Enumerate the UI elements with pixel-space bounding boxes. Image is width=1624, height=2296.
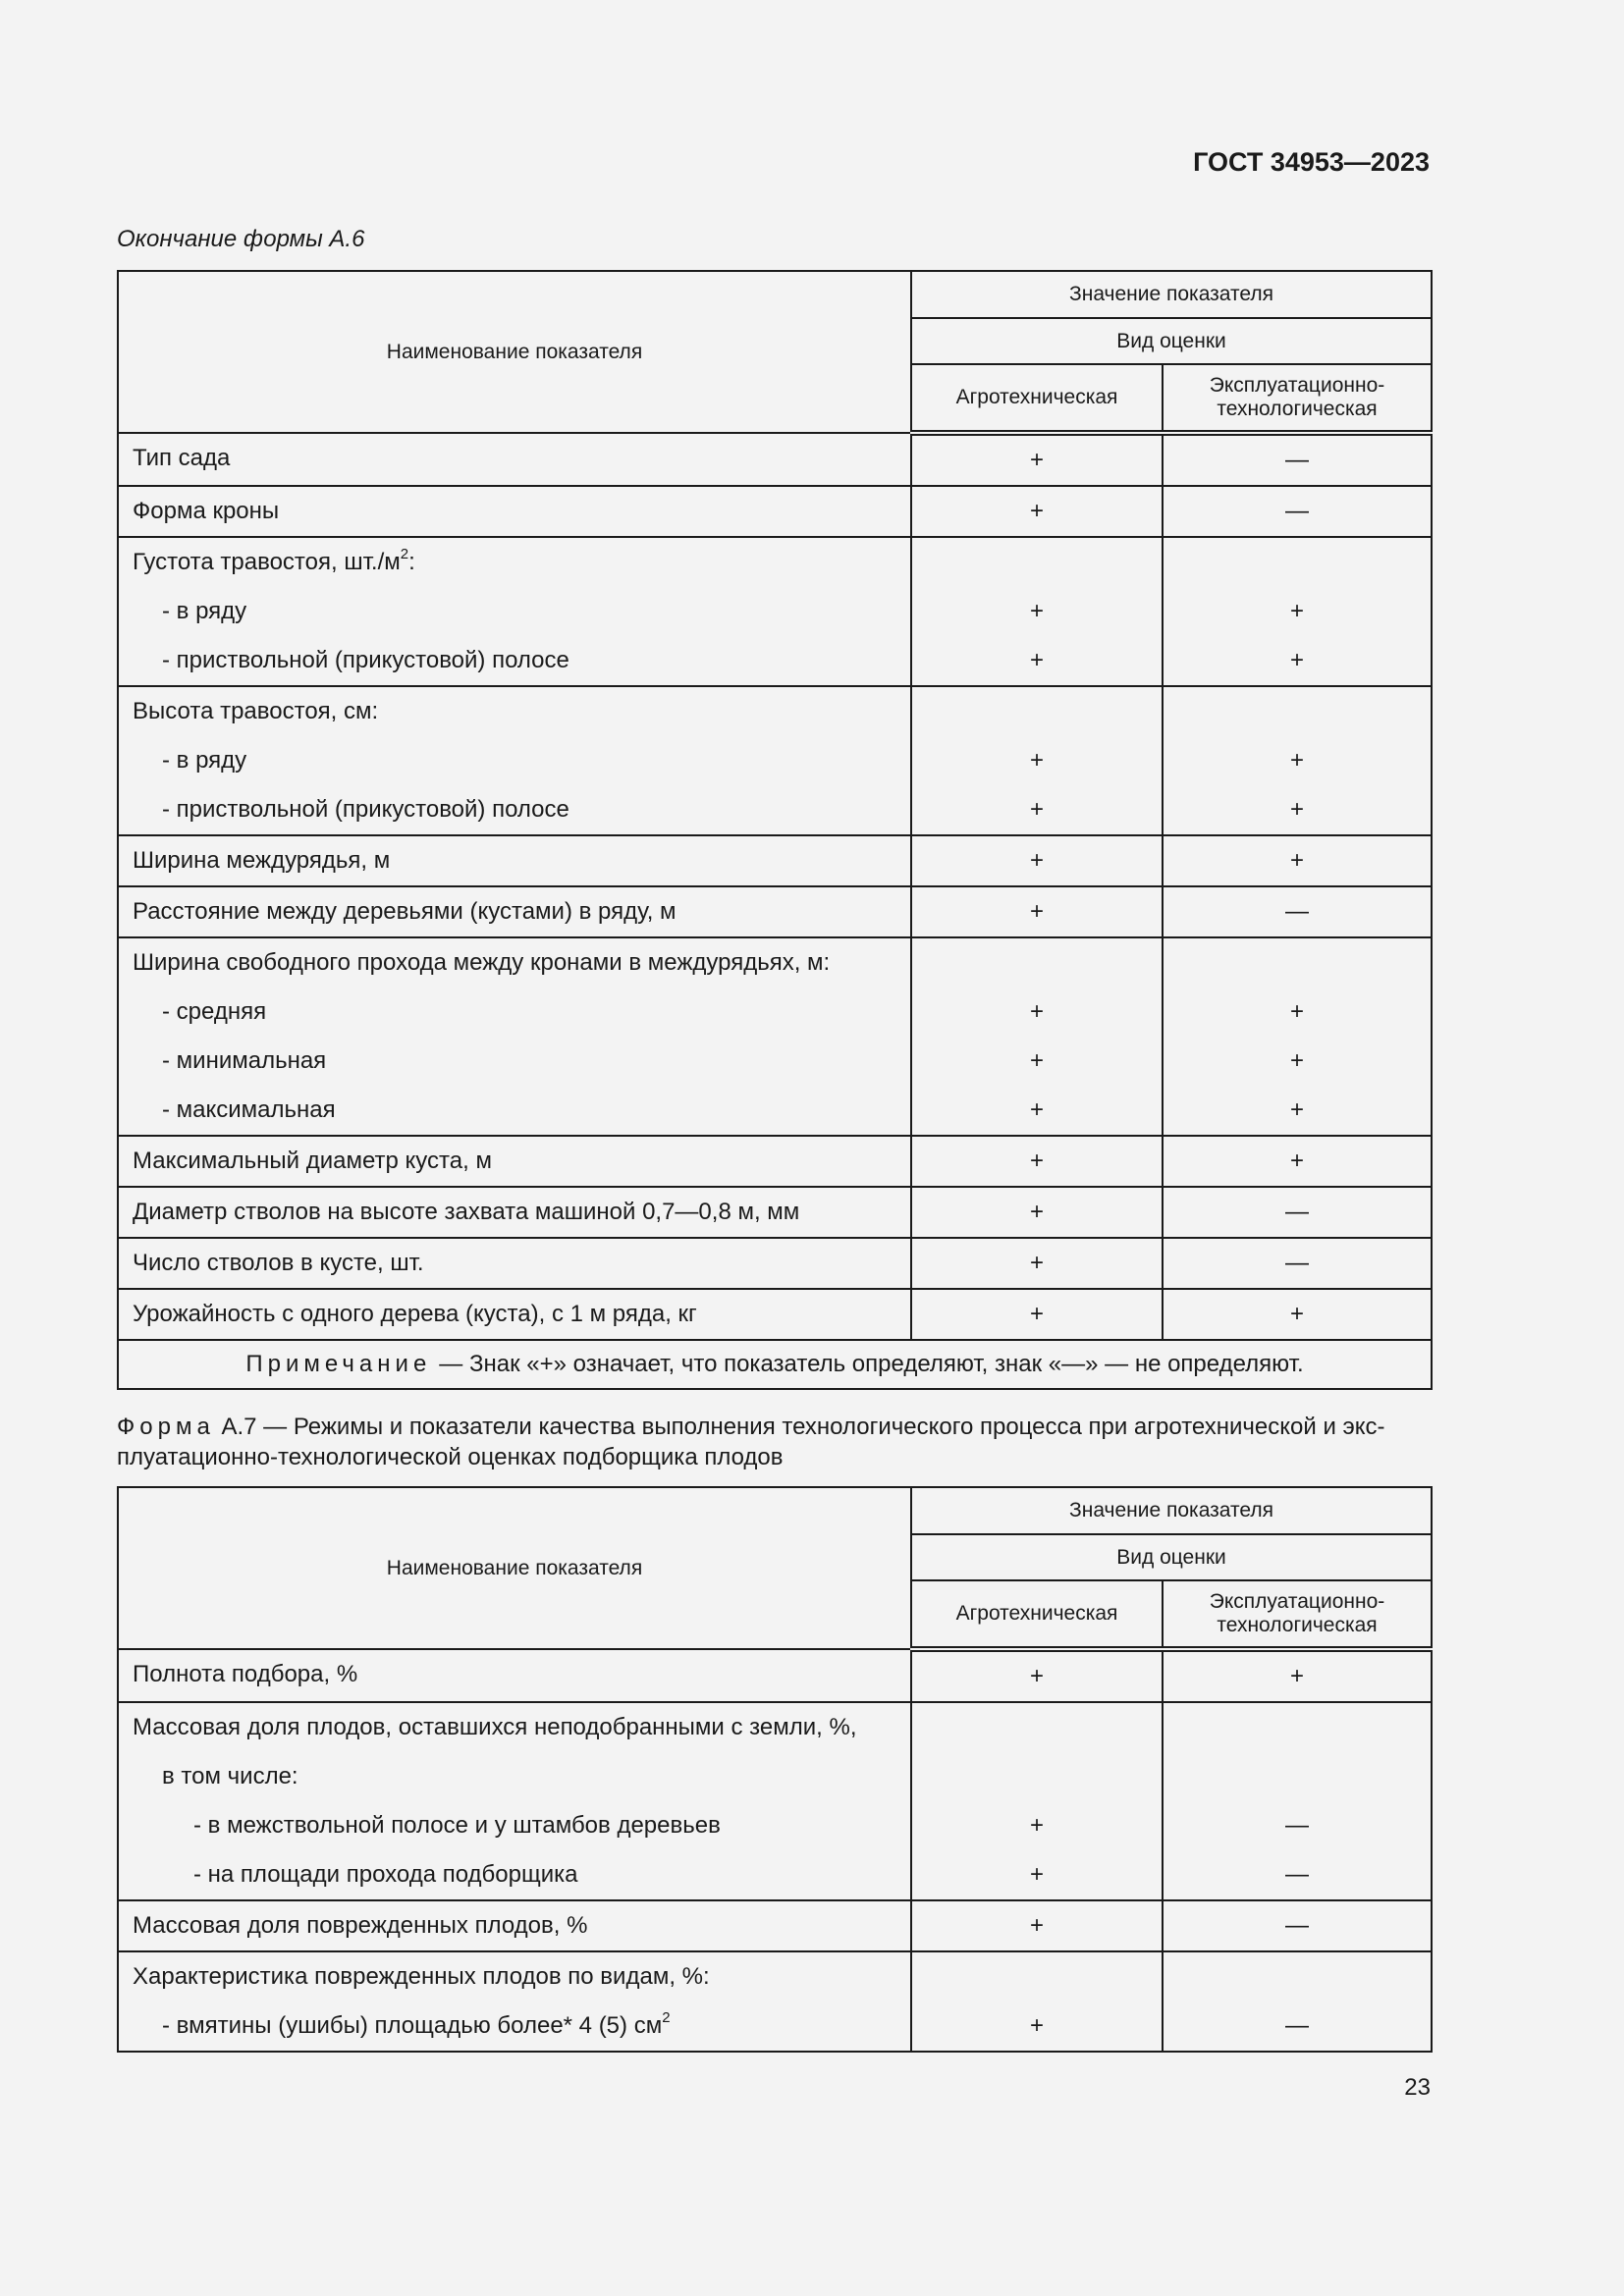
indicator-line: - максимальная bbox=[162, 1096, 336, 1123]
indicator-name-cell bbox=[118, 1900, 911, 1951]
indicator-line: - в ряду bbox=[162, 747, 247, 774]
indicator-name-cell bbox=[118, 537, 911, 686]
table-continuation-caption: Окончание формы А.6 bbox=[117, 226, 365, 252]
expl-value-cell bbox=[1163, 1951, 1432, 2052]
expl-value-cell bbox=[1163, 835, 1432, 886]
indicator-name-cell bbox=[118, 835, 911, 886]
page-number: 23 bbox=[1404, 2074, 1431, 2101]
expl-value-cell bbox=[1163, 486, 1432, 537]
expl-value-cell bbox=[1163, 1136, 1432, 1187]
agro-value bbox=[912, 1703, 1162, 1752]
expl-value-cell bbox=[1163, 937, 1432, 1136]
indicator-line: Полнота подбора, % bbox=[133, 1661, 358, 1687]
expl-value: + bbox=[1290, 796, 1305, 823]
agro-value-cell bbox=[911, 1136, 1163, 1187]
form-a7-label: Форма bbox=[117, 1414, 215, 1440]
agro-value: + bbox=[1029, 747, 1044, 774]
indicator-line: - в межствольной полосе и у штамбов деревьев bbox=[193, 1812, 721, 1839]
expl-value: + bbox=[1290, 598, 1305, 624]
agro-value bbox=[912, 687, 1162, 736]
agro-value-cell bbox=[911, 835, 1163, 886]
table-row bbox=[118, 1649, 1432, 1702]
table-row bbox=[118, 1900, 1432, 1951]
indicator-name-cell bbox=[118, 486, 911, 537]
form-a7-title bbox=[117, 1412, 1431, 1472]
column-header-kind: Вид оценки bbox=[911, 318, 1432, 364]
indicator-name-cell bbox=[118, 1702, 911, 1900]
table-row bbox=[118, 1238, 1432, 1289]
indicator-name-cell bbox=[118, 433, 911, 486]
indicator-name-cell bbox=[118, 937, 911, 1136]
expl-value bbox=[1164, 687, 1431, 736]
agro-value-cell bbox=[911, 1187, 1163, 1238]
column-header-kind: Вид оценки bbox=[911, 1534, 1432, 1580]
column-header-name: Наименование показателя bbox=[118, 271, 911, 433]
form-a7-title-line2: плуатационно-технологической оценках подборщика плодов bbox=[117, 1444, 784, 1470]
expl-value-cell bbox=[1163, 886, 1432, 937]
expl-value-cell bbox=[1163, 1238, 1432, 1289]
agro-value-cell bbox=[911, 1238, 1163, 1289]
expl-value: + bbox=[1290, 1096, 1305, 1123]
column-header-name: Наименование показателя bbox=[118, 1487, 911, 1649]
agro-value-cell bbox=[911, 486, 1163, 537]
expl-value bbox=[1164, 538, 1431, 587]
agro-value: + bbox=[1029, 898, 1044, 925]
table-row bbox=[118, 937, 1432, 1136]
column-header-agro: Агротехническая bbox=[911, 364, 1163, 433]
indicator-line: Число стволов в кусте, шт. bbox=[133, 1250, 424, 1276]
table-row bbox=[118, 486, 1432, 537]
agro-value: + bbox=[1029, 2012, 1044, 2039]
agro-value-cell bbox=[911, 886, 1163, 937]
table-note bbox=[118, 1340, 1432, 1389]
indicator-line: - вмятины (ушибы) площадью более* 4 (5) $см^2$ bbox=[162, 2009, 671, 2039]
expl-value: + bbox=[1290, 1663, 1305, 1689]
document-code: ГОСТ 34953—2023 bbox=[1193, 147, 1430, 177]
expl-value: + bbox=[1290, 1148, 1305, 1174]
agro-value-cell bbox=[911, 433, 1163, 486]
agro-value: + bbox=[1029, 498, 1044, 524]
indicator-line: - приствольной (прикустовой) полосе bbox=[162, 647, 569, 673]
column-header-value: Значение показателя bbox=[911, 1487, 1432, 1534]
indicator-name-cell bbox=[118, 1289, 911, 1340]
agro-value: + bbox=[1029, 447, 1044, 473]
indicator-line: Диаметр стволов на высоте захвата машиной 0,7—0,8 м, мм bbox=[133, 1199, 800, 1225]
indicator-line: - минимальная bbox=[162, 1047, 327, 1074]
agro-value-cell bbox=[911, 537, 1163, 686]
expl-value bbox=[1164, 1952, 1431, 2002]
expl-value: + bbox=[1290, 998, 1305, 1025]
indicator-line: - на площади прохода подборщика bbox=[193, 1861, 578, 1888]
agro-value: + bbox=[1029, 1301, 1044, 1327]
agro-value: + bbox=[1029, 1047, 1044, 1074]
agro-value: + bbox=[1029, 1199, 1044, 1225]
column-header-agro: Агротехническая bbox=[911, 1580, 1163, 1649]
indicator-line: Характеристика поврежденных плодов по видам, %: bbox=[133, 1963, 710, 1990]
agro-value: + bbox=[1029, 1812, 1044, 1839]
table-row bbox=[118, 537, 1432, 686]
indicator-name-cell bbox=[118, 1187, 911, 1238]
expl-value: — bbox=[1285, 898, 1309, 925]
expl-value-cell bbox=[1163, 433, 1432, 486]
agro-value: + bbox=[1029, 1912, 1044, 1939]
expl-value bbox=[1164, 1703, 1431, 1752]
expl-value-cell bbox=[1163, 537, 1432, 686]
agro-value-cell bbox=[911, 1649, 1163, 1702]
indicator-line: в том числе: bbox=[162, 1763, 298, 1789]
expl-value: — bbox=[1285, 447, 1309, 473]
indicator-line: - в ряду bbox=[162, 598, 247, 624]
agro-value: + bbox=[1029, 1148, 1044, 1174]
form-a7-table-body bbox=[118, 1649, 1432, 2052]
expl-value: + bbox=[1290, 1301, 1305, 1327]
agro-value: + bbox=[1029, 796, 1044, 823]
indicator-name-cell bbox=[118, 1238, 911, 1289]
expl-value: + bbox=[1290, 847, 1305, 874]
expl-value: — bbox=[1285, 1812, 1309, 1839]
form-a6-table bbox=[117, 270, 1433, 1390]
indicator-line: Массовая доля поврежденных плодов, % bbox=[133, 1912, 588, 1939]
expl-value bbox=[1164, 1752, 1431, 1801]
table-row bbox=[118, 1187, 1432, 1238]
agro-value: + bbox=[1029, 1250, 1044, 1276]
indicator-line: Густота травостоя, $шт./м^2$: bbox=[133, 546, 415, 575]
table-row bbox=[118, 433, 1432, 486]
expl-value: + bbox=[1290, 647, 1305, 673]
indicator-line: Ширина междурядья, м bbox=[133, 847, 391, 874]
agro-value: + bbox=[1029, 598, 1044, 624]
agro-value: + bbox=[1029, 1861, 1044, 1888]
column-header-value: Значение показателя bbox=[911, 271, 1432, 318]
expl-value: — bbox=[1285, 498, 1309, 524]
indicator-line: Урожайность с одного дерева (куста), с 1 м ряда, кг bbox=[133, 1301, 697, 1327]
indicator-line: Тип сада bbox=[133, 445, 231, 471]
form-a7-table bbox=[117, 1486, 1433, 2053]
table-row bbox=[118, 1136, 1432, 1187]
agro-value-cell bbox=[911, 1289, 1163, 1340]
form-a6-table-body bbox=[118, 433, 1432, 1340]
table-row bbox=[118, 686, 1432, 835]
expl-value-cell bbox=[1163, 1702, 1432, 1900]
table-row bbox=[118, 835, 1432, 886]
indicator-name-cell bbox=[118, 1649, 911, 1702]
table-row bbox=[118, 886, 1432, 937]
expl-value: + bbox=[1290, 1047, 1305, 1074]
note-text: — Знак «+» означает, что показатель определяют, знак «—» — не определяют. bbox=[439, 1351, 1304, 1377]
agro-value bbox=[912, 538, 1162, 587]
column-header-expl: Эксплуатационно- технологическая bbox=[1163, 364, 1432, 433]
indicator-line: - средняя bbox=[162, 998, 267, 1025]
indicator-line: Максимальный диаметр куста, м bbox=[133, 1148, 492, 1174]
form-a7-title-line1: А.7 — Режимы и показатели качества выполнения технологического процесса при агротехнической и экс- bbox=[221, 1414, 1385, 1440]
expl-value bbox=[1164, 938, 1431, 988]
expl-value-cell bbox=[1163, 686, 1432, 835]
expl-value-cell bbox=[1163, 1289, 1432, 1340]
indicator-name-cell bbox=[118, 686, 911, 835]
indicator-name-cell bbox=[118, 886, 911, 937]
indicator-line: Ширина свободного прохода между кронами в междурядьях, м: bbox=[133, 949, 831, 976]
expl-value-cell bbox=[1163, 1649, 1432, 1702]
column-header-expl: Эксплуатационно- технологическая bbox=[1163, 1580, 1432, 1649]
indicator-line: - приствольной (прикустовой) полосе bbox=[162, 796, 569, 823]
table-row bbox=[118, 1951, 1432, 2052]
indicator-name-cell bbox=[118, 1136, 911, 1187]
indicator-line: Форма кроны bbox=[133, 498, 280, 524]
expl-value: — bbox=[1285, 1912, 1309, 1939]
agro-value-cell bbox=[911, 1702, 1163, 1900]
agro-value-cell bbox=[911, 937, 1163, 1136]
agro-value-cell bbox=[911, 1951, 1163, 2052]
agro-value: + bbox=[1029, 998, 1044, 1025]
indicator-name-cell bbox=[118, 1951, 911, 2052]
agro-value: + bbox=[1029, 847, 1044, 874]
expl-value: — bbox=[1285, 1199, 1309, 1225]
indicator-line: Высота травостоя, см: bbox=[133, 698, 379, 724]
agro-value bbox=[912, 1752, 1162, 1801]
indicator-line: Массовая доля плодов, оставшихся неподобранными с земли, %, bbox=[133, 1714, 857, 1740]
agro-value-cell bbox=[911, 686, 1163, 835]
agro-value bbox=[912, 1952, 1162, 2002]
table-row bbox=[118, 1289, 1432, 1340]
expl-value: + bbox=[1290, 747, 1305, 774]
agro-value: + bbox=[1029, 1663, 1044, 1689]
agro-value: + bbox=[1029, 1096, 1044, 1123]
expl-value: — bbox=[1285, 1861, 1309, 1888]
agro-value-cell bbox=[911, 1900, 1163, 1951]
expl-value-cell bbox=[1163, 1187, 1432, 1238]
expl-value: — bbox=[1285, 1250, 1309, 1276]
expl-value-cell bbox=[1163, 1900, 1432, 1951]
note-label: Примечание bbox=[245, 1351, 432, 1377]
agro-value bbox=[912, 938, 1162, 988]
expl-value: — bbox=[1285, 2012, 1309, 2039]
agro-value: + bbox=[1029, 647, 1044, 673]
indicator-line: Расстояние между деревьями (кустами) в ряду, м bbox=[133, 898, 677, 925]
table-row bbox=[118, 1702, 1432, 1900]
